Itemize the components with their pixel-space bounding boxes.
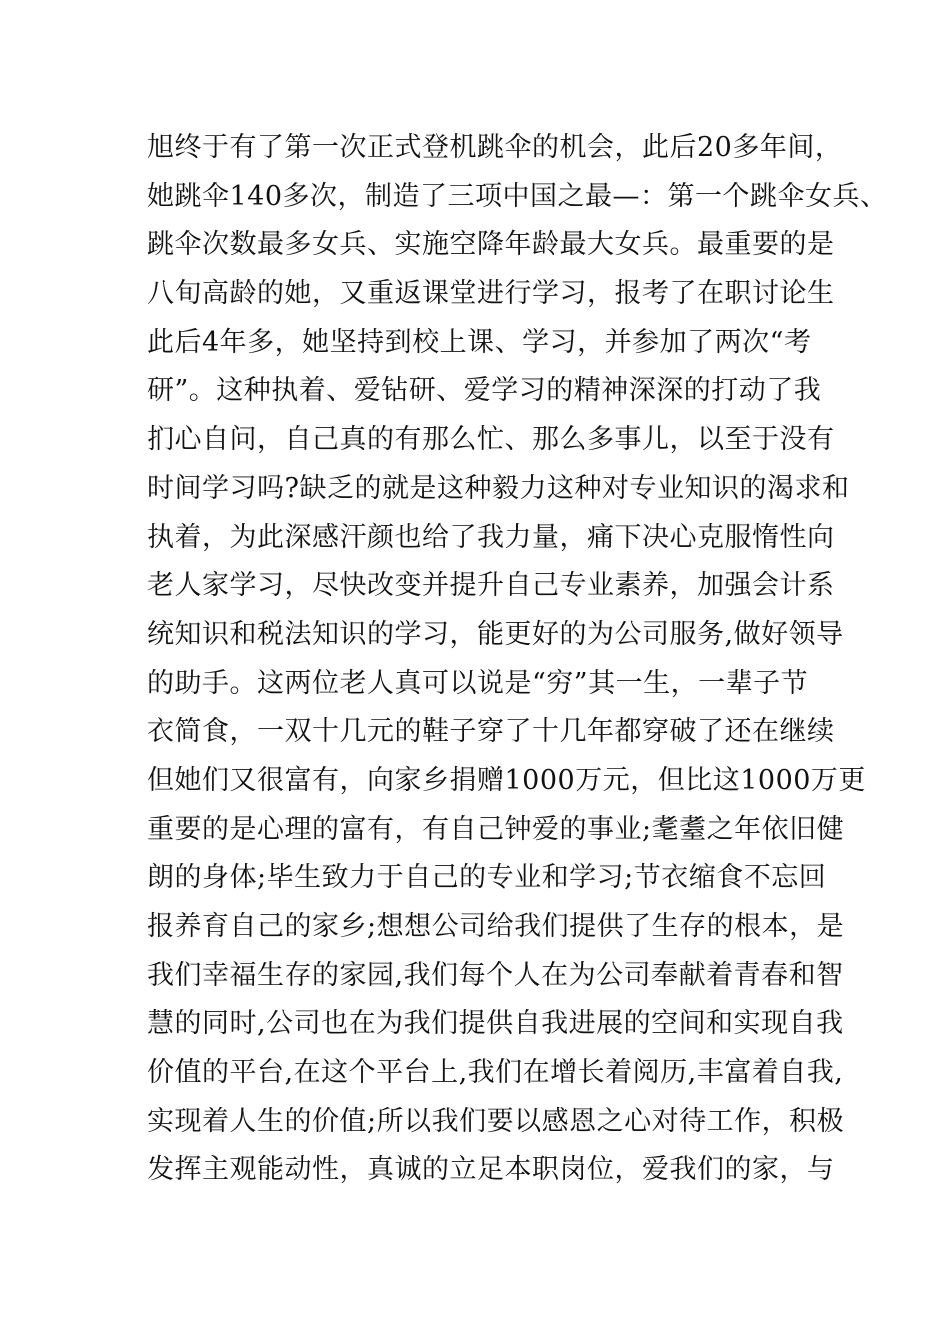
- text-line: 此后4年多，她坚持到校上课、学习，并参加了两次“考: [147, 326, 812, 358]
- text-line: 执着，为此深感汗颜也给了我力量，痛下决心克服惰性向: [147, 521, 835, 553]
- body-text: [147, 128, 888, 1199]
- text-line: 八旬高龄的她，又重返课堂进行学习，报考了在职讨论生: [147, 278, 835, 310]
- text-line: 时间学习吗?缺乏的就是这种毅力这种对专业知识的渴求和: [147, 472, 850, 504]
- text-line: 老人家学习，尽快改变并提升自己专业素养，加强会计系: [147, 570, 835, 602]
- text-line: 实现着人生的价值;所以我们要以感恩之心对待工作，积极: [147, 1105, 845, 1137]
- text-line: 我们幸福生存的家园,我们每个人在为公司奉献着青春和智: [147, 959, 844, 991]
- text-line: 朗的身体;毕生致力于自己的专业和学习;节衣缩食不忘回: [147, 862, 827, 894]
- text-line: 旭终于有了第一次正式登机跳伞的机会，此后20多年间，: [147, 132, 843, 163]
- text-line: 跳伞次数最多女兵、实施空降年龄最大女兵。最重要的是: [147, 229, 835, 261]
- text-line: 报养育自己的家乡;想想公司给我们提供了生存的根本，是: [147, 911, 845, 942]
- text-line: 重要的是心理的富有，有自己钟爱的事业;耄耋之年依旧健: [147, 813, 845, 845]
- text-line: 慧的同时,公司也在为我们提供自我进展的空间和实现自我: [147, 1008, 844, 1040]
- text-line: 研”。这种执着、爱钻研、爱学习的精神深深的打动了我: [147, 375, 822, 407]
- text-line: 的助手。这两位老人真可以说是“穷”其一生，一辈子节: [147, 667, 809, 699]
- text-line: 发挥主观能动性，真诚的立足本职岗位，爱我们的家，与: [147, 1154, 835, 1186]
- text-line: 扪心自问，自己真的有那么忙、那么多事儿，以至于没有: [147, 424, 835, 456]
- text-line: 价值的平台,在这个平台上,我们在增长着阅历,丰富着自我,: [147, 1057, 844, 1089]
- text-line: 但她们又很富有，向家乡捐赠1000万元，但比这1000万更: [147, 764, 866, 796]
- text-line: 她跳伞140多次，制造了三项中国之最—：第一个跳伞女兵、: [147, 180, 888, 212]
- text-line: 统知识和税法知识的学习，能更好的为公司服务,做好领导: [147, 618, 844, 650]
- text-line: 衣简食，一双十几元的鞋子穿了十几年都穿破了还在继续: [147, 716, 835, 748]
